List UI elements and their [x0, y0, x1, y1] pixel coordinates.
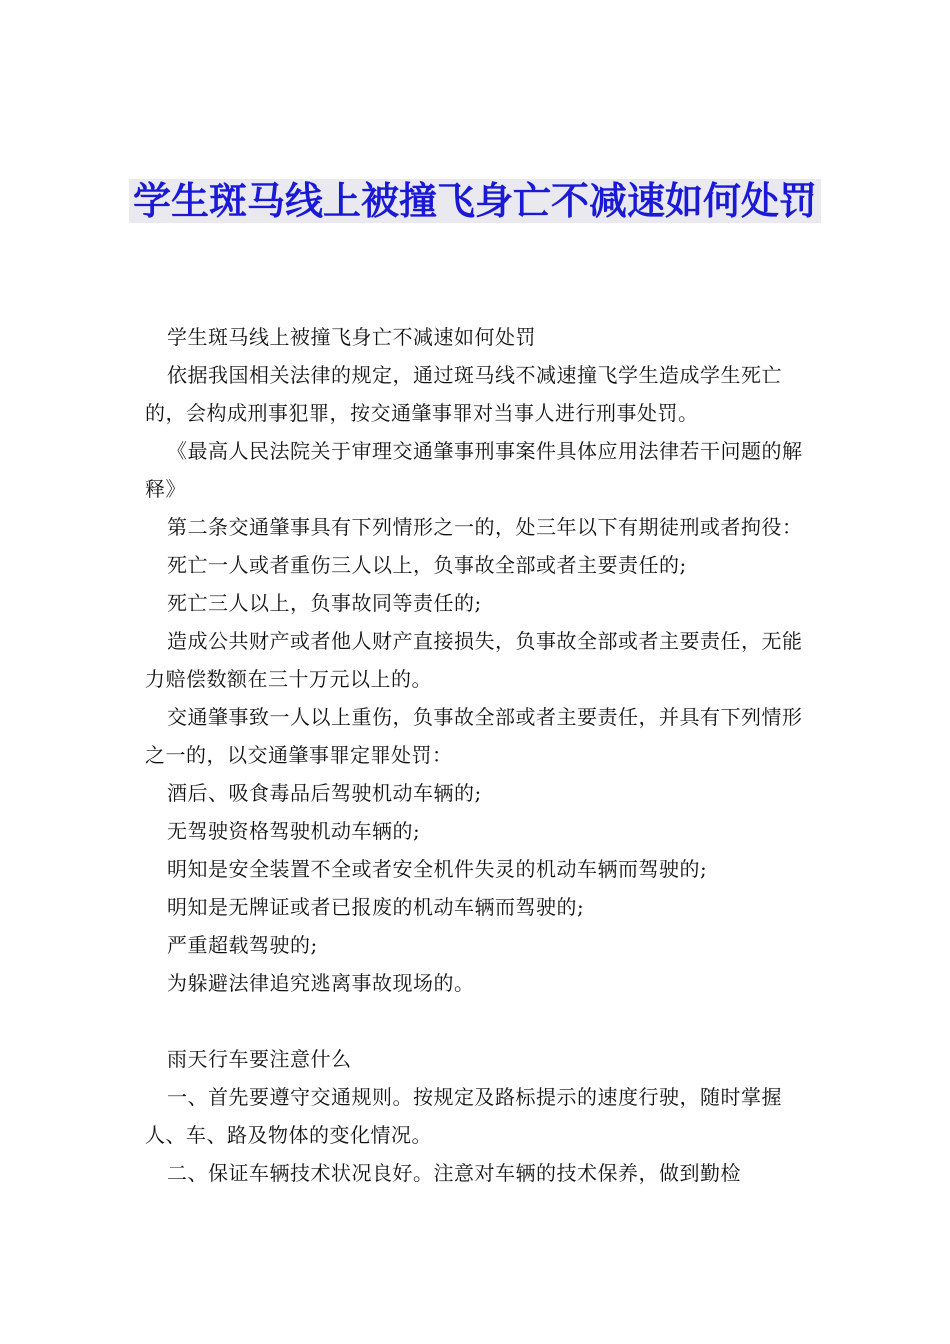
paragraph: 第二条交通肇事具有下列情形之一的，处三年以下有期徒刑或者拘役： — [167, 515, 803, 539]
paragraph: 二、保证车辆技术状况良好。注意对车辆的技术保养，做到勤检 — [167, 1161, 741, 1185]
paragraph: 《最高人民法院关于审理交通肇事刑事案件具体应用法律若干问题的解释》 — [145, 439, 803, 501]
paragraph: 死亡三人以上，负事故同等责任的; — [167, 591, 482, 615]
paragraph: 明知是安全装置不全或者安全机件失灵的机动车辆而驾驶的; — [167, 857, 708, 881]
paragraph: 死亡一人或者重伤三人以上，负事故全部或者主要责任的; — [167, 553, 687, 577]
paragraph: 交通肇事致一人以上重伤，负事故全部或者主要责任，并具有下列情形之一的，以交通肇事罪定罪处罚： — [145, 705, 803, 767]
section-heading: 雨天行车要注意什么 — [167, 1047, 352, 1071]
paragraph: 酒后、吸食毒品后驾驶机动车辆的; — [167, 781, 482, 805]
paragraph: 为躲避法律追究逃离事故现场的。 — [167, 971, 475, 995]
paragraph: 依据我国相关法律的规定，通过斑马线不减速撞飞学生造成学生死亡的，会构成刑事犯罪，按交通肇事罪对当事人进行刑事处罚。 — [145, 363, 782, 425]
paragraph: 无驾驶资格驾驶机动车辆的; — [167, 819, 421, 843]
paragraph: 造成公共财产或者他人财产直接损失，负事故全部或者主要责任，无能力赔偿数额在三十万元以上的。 — [145, 629, 803, 691]
paragraph: 一、首先要遵守交通规则。按规定及路标提示的速度行驶，随时掌握人、车、路及物体的变化情况。 — [145, 1085, 782, 1147]
paragraph: 严重超载驾驶的; — [167, 933, 318, 957]
document-body — [145, 318, 807, 1192]
paragraph: 学生斑马线上被撞飞身亡不减速如何处罚 — [167, 325, 536, 349]
document-title — [120, 172, 830, 230]
section-gap — [145, 1002, 807, 1040]
paragraph: 明知是无牌证或者已报废的机动车辆而驾驶的; — [167, 895, 585, 919]
title-text: 学生斑马线上被撞飞身亡不减速如何处罚 — [129, 179, 821, 223]
